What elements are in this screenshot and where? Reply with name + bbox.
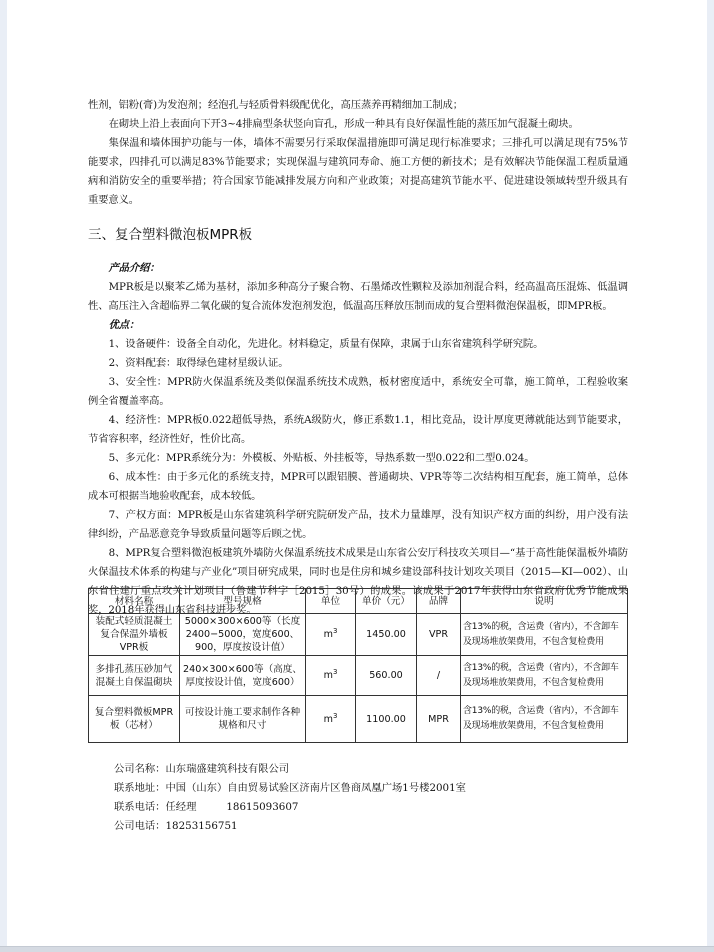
intro-line-continued: 性剂，铝粉(膏)为发泡剂；经泡孔与轻质骨料级配优化，高压蒸养再精细加工制成； xyxy=(88,99,463,111)
table-row xyxy=(89,696,628,743)
intro-paragraph-2: 集保温和墙体围护功能与一体，墙体不需要另行采取保温措施即可满足现行标准要求；三排孔可以满足现有75%节能要求，四排孔可以满足83%节能要求；实现保温与建筑同寿命、施工方便的新技术；是有效解决节能保温工程质量通病和消防安全的重要举措；符合国家节能减排发展方向和产业政策；对提高建筑节能水平、促进建设领域转型升级具有重要意义。 xyxy=(88,137,628,206)
cell-note: 含13%的税，含运费（省内），不含卸车及现场堆放架费用，不包含复检费用 xyxy=(461,614,628,656)
cell-spec: 可按设计施工要求制作各种规格和尺寸 xyxy=(180,696,306,743)
cell-unit: $m^3$ xyxy=(306,696,356,743)
cell-spec: 5000×300×600等（长度2400−5000，宽度600、900，厚度按设计值） xyxy=(180,614,306,656)
address-line: 联系地址：中国（山东）自由贸易试验区济南片区鲁商凤凰广场1号楼2001室 xyxy=(114,782,466,794)
header-spec: 型号规格 xyxy=(180,589,306,614)
window-bottom-edge xyxy=(0,946,714,952)
cell-brand: VPR xyxy=(417,614,461,656)
phone-line: 联系电话：任经理 18615093607 xyxy=(114,801,299,813)
cell-price: 560.00 xyxy=(356,656,417,696)
advantage-item: 2、资料配套：取得绿色建材星级认证。 xyxy=(108,357,289,369)
company-phone-line: 公司电话：18253156751 xyxy=(114,820,238,832)
intro-paragraph-1: 在砌块上沿上表面向下开3~4排扁型条状竖向盲孔，形成一种具有良好保温性能的蒸压加气混凝土砌块。 xyxy=(108,118,579,130)
advantage-item: 3、安全性：MPR防火保温系统及类似保温系统技术成熟，板材密度适中，系统安全可靠，施工简单，工程验收案例全省覆盖率高。 xyxy=(88,376,628,407)
cell-material-name: 装配式轻质混凝土复合保温外墙板VPR板 xyxy=(89,614,180,656)
table-row xyxy=(89,614,628,656)
company-name-line: 公司名称：山东瑞盛建筑科技有限公司 xyxy=(114,763,290,775)
cell-unit: $m^3$ xyxy=(306,614,356,656)
header-note: 说明 xyxy=(461,589,628,614)
advantage-item: 8、MPR复合塑料微泡板建筑外墙防火保温系统技术成果是山东省公安厅科技攻关项目—“基于高性能保温板外墙防火保温技术体系的构建与产业化”项目研究成果，同时也是住房和城乡建设部科技计划攻关项目（2015—KI—002）、山东省住建厅重点攻关计划项目（鲁建节科字［2015］30号）的成果。该成果于2017年获得山东省政府优秀节能成果奖，2018年获得山东省科技进步奖。 xyxy=(88,547,628,616)
cell-material-name: 多排孔蒸压砂加气混凝土自保温砌块 xyxy=(89,656,180,696)
cell-price: 1100.00 xyxy=(356,696,417,743)
section-title: 三、复合塑料微泡板MPR板 xyxy=(88,227,253,243)
contact-phone: 18615093607 xyxy=(226,801,299,813)
advantage-item: 4、经济性：MPR板0.022超低导热，系统A级防火，修正系数1.1，相比竞品，设计厚度更薄就能达到节能要求，节省容积率，经济性好，性价比高。 xyxy=(88,414,628,445)
table-row xyxy=(89,656,628,696)
table-header-row xyxy=(89,589,628,614)
contact-person: 任经理 xyxy=(165,801,197,813)
contact-block xyxy=(114,760,466,836)
advantage-item: 7、产权方面：MPR板是山东省建筑科学研究院研发产品，技术力量雄厚，没有知识产权方面的纠纷，用户没有法律纠纷，产品恶意竞争导致质量问题等后顾之忧。 xyxy=(88,509,628,540)
header-brand: 品牌 xyxy=(417,589,461,614)
cell-brand: MPR xyxy=(417,696,461,743)
advantage-item: 1、设备硬件：设备全自动化，先进化。材料稳定，质量有保障，隶属于山东省建筑科学研究院。 xyxy=(108,338,544,350)
header-price: 单价（元） xyxy=(356,589,417,614)
cell-spec: 240×300×600等（高度、厚度按设计值，宽度600） xyxy=(180,656,306,696)
cell-note: 含13%的税，含运费（省内），不含卸车及现场堆放架费用，不包含复检费用 xyxy=(461,656,628,696)
cell-unit: $m^3$ xyxy=(306,656,356,696)
price-table xyxy=(88,588,628,743)
cell-material-name: 复合塑料微板MPR板（芯材） xyxy=(89,696,180,743)
advantage-item: 5、多元化：MPR系统分为：外模板、外贴板、外挂板等，导热系数一型0.022和二型0.024。 xyxy=(108,452,535,464)
company-address: 中国（山东）自由贸易试验区济南片区鲁商凤凰广场1号楼2001室 xyxy=(165,782,466,794)
header-material-name: 材料名称 xyxy=(89,589,180,614)
product-intro-text: MPR板是以聚苯乙烯为基材，添加多种高分子聚合物、石墨烯改性颗粒及添加剂混合料，经高温高压混炼、低温调性、高压注入含超临界二氧化碳的复合流体发泡剂发泡，低温高压释放压制而成的复合塑料微泡保温板，即MPR板。 xyxy=(88,281,628,312)
company-name: 山东瑞盛建筑科技有限公司 xyxy=(165,763,290,775)
advantages-heading: 优点： xyxy=(108,319,140,331)
product-intro-heading: 产品介绍： xyxy=(108,262,160,274)
cell-note: 含13%的税，含运费（省内），不含卸车及现场堆放架费用，不包含复检费用 xyxy=(461,696,628,743)
cell-brand: / xyxy=(417,656,461,696)
advantage-item: 6、成本性：由于多元化的系统支持，MPR可以跟铝膜、普通砌块、VPR等等二次结构相互配套，施工简单，总体成本可根据当地验收配套，成本较低。 xyxy=(88,471,628,502)
header-unit: 单位 xyxy=(306,589,356,614)
cell-price: 1450.00 xyxy=(356,614,417,656)
company-phone: 18253156751 xyxy=(165,820,238,832)
document-body xyxy=(88,96,628,620)
